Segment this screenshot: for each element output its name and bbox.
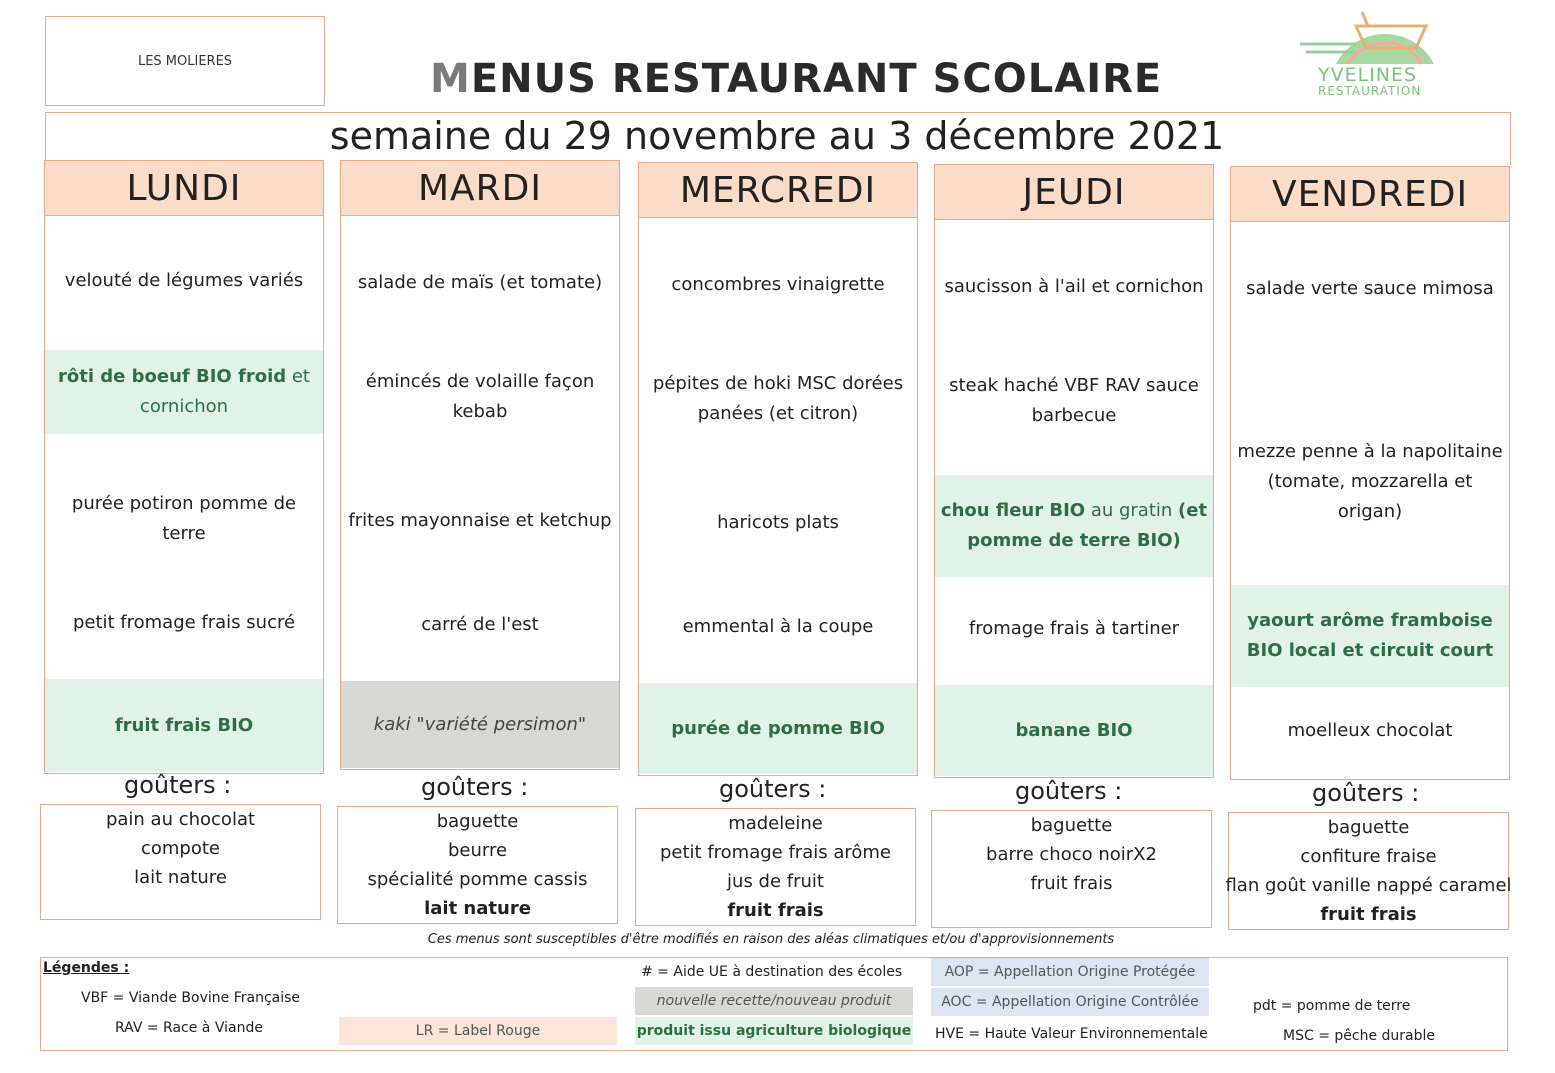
day-header-mardi: MARDI: [341, 161, 619, 216]
day-header-mercredi: MERCREDI: [639, 163, 917, 218]
menu-item-side: chou fleur BIO au gratin (et pomme de terre BIO): [935, 475, 1213, 577]
legend-msc: MSC = pêche durable: [1283, 1028, 1435, 1044]
gouter-item: fruit frais: [1320, 904, 1417, 925]
menu-item-main: steak haché VBF RAV sauce barbecue: [949, 375, 1199, 426]
gouter-item: compote: [140, 838, 220, 859]
menu-item-main: rôti de boeuf BIO froid et cornichon: [45, 350, 323, 434]
menu-item-main-bio-part: rôti de boeuf BIO froid: [58, 366, 287, 387]
gouter-item: confiture fraise: [1300, 846, 1437, 867]
menu-item-cheese: petit fromage frais sucré: [72, 612, 296, 633]
legend-new-recipe: nouvelle recette/nouveau produit: [635, 987, 913, 1015]
gouter-item: petit fromage frais arôme: [659, 842, 891, 863]
menu-item-side: purée potiron pomme de terre: [71, 493, 297, 544]
gouters-label-vendredi: goûters :: [1312, 779, 1420, 807]
gouters-box-jeudi: [931, 810, 1212, 928]
menu-item-starter: salade verte sauce mimosa: [1246, 278, 1494, 299]
legend-box: [40, 957, 1508, 1051]
menu-item-dessert: banane BIO: [935, 685, 1213, 776]
page-title: [430, 56, 1162, 102]
menu-item-side: frites mayonnaise et ketchup: [348, 510, 612, 531]
gouter-item: pain au chocolat: [105, 809, 256, 830]
school-name: LES MOLIERES: [137, 53, 233, 69]
menu-item-starter: salade de maïs (et tomate): [357, 272, 603, 293]
legend-rav: RAV = Race à Viande: [115, 1020, 263, 1036]
gouter-item: madeleine: [728, 813, 823, 834]
menu-item-starter: concombres vinaigrette: [671, 274, 885, 295]
legend-hve: HVE = Haute Valeur Environnementale: [935, 1026, 1208, 1042]
gouters-label-lundi: goûters :: [124, 771, 232, 799]
legend-aoc: AOC = Appellation Origine Contrôlée: [931, 988, 1209, 1016]
day-header-jeudi: JEUDI: [935, 165, 1213, 220]
day-column-mardi: [340, 160, 620, 770]
yvelines-restauration-logo: [1296, 4, 1446, 100]
legend-vbf: VBF = Viande Bovine Française: [81, 990, 301, 1006]
gouter-item: baguette: [436, 811, 519, 832]
gouter-item: flan goût vanille nappé caramel: [1225, 875, 1512, 896]
legend-title: Légendes :: [43, 960, 130, 976]
gouter-item: lait nature: [134, 867, 227, 888]
menu-item-side: haricots plats: [717, 512, 839, 533]
menu-item-main: pépites de hoki MSC dorées panées (et citron): [652, 373, 904, 424]
legend-bio: produit issu agriculture biologique: [635, 1017, 913, 1045]
disclaimer: Ces menus sont susceptibles d'être modifiés en raison des aléas climatiques et/ou d'approvisionnements: [427, 932, 1115, 947]
page-title-first-letter: M: [430, 56, 471, 102]
gouter-item: barre choco noirX2: [986, 844, 1157, 865]
gouters-box-mercredi: [635, 808, 916, 926]
week-heading: semaine du 29 novembre au 3 décembre 2021: [329, 114, 1225, 158]
page-title-rest: ENUS RESTAURANT SCOLAIRE: [470, 56, 1163, 102]
legend-pdt: pdt = pomme de terre: [1253, 998, 1411, 1014]
gouter-item: lait nature: [424, 898, 531, 919]
day-header-lundi: LUNDI: [45, 161, 323, 216]
gouters-label-mercredi: goûters :: [719, 775, 827, 803]
gouter-item: jus de fruit: [727, 871, 824, 892]
logo-text-yvelines: YVELINES: [1318, 64, 1418, 86]
menu-item-main: mezze penne à la napolitaine (tomate, mozzarella et origan): [1237, 441, 1503, 522]
logo-icon: [1296, 4, 1446, 68]
menu-item-cheese: fromage frais à tartiner: [968, 618, 1180, 639]
gouters-label-jeudi: goûters :: [1015, 777, 1123, 805]
legend-aop: AOP = Appellation Origine Protégée: [931, 958, 1209, 986]
menu-item-starter: saucisson à l'ail et cornichon: [944, 276, 1204, 297]
menu-item-main: émincés de volaille façon kebab: [365, 371, 595, 422]
legend-aide-ue: # = Aide UE à destination des écoles: [641, 964, 903, 980]
menu-item-cheese: emmental à la coupe: [682, 616, 874, 637]
gouter-item: fruit frais: [727, 900, 824, 921]
gouter-item: beurre: [447, 840, 508, 861]
day-column-lundi: [44, 160, 324, 774]
menu-item-cheese: carré de l'est: [421, 614, 539, 635]
gouter-item: spécialité pomme cassis: [367, 869, 588, 890]
menu-item-dessert: moelleux chocolat: [1287, 720, 1453, 741]
menu-item-dessert: purée de pomme BIO: [639, 683, 917, 774]
gouters-box-lundi: [40, 804, 321, 920]
day-column-mercredi: [638, 162, 918, 776]
gouters-label-mardi: goûters :: [421, 773, 529, 801]
day-header-vendredi: VENDREDI: [1231, 167, 1509, 222]
school-name-box: [45, 16, 325, 106]
menu-item-dessert-bio: yaourt arôme framboise BIO local et circuit court: [1231, 585, 1509, 687]
day-column-vendredi: [1230, 166, 1510, 780]
gouter-item: baguette: [1030, 815, 1113, 836]
gouters-box-mardi: [337, 806, 618, 924]
legend-label-rouge: LR = Label Rouge: [339, 1017, 617, 1045]
logo-text-restauration: RESTAURATION: [1318, 84, 1422, 98]
gouter-item: fruit frais: [1030, 873, 1113, 894]
day-column-jeudi: [934, 164, 1214, 778]
menu-item-starter: velouté de légumes variés: [64, 270, 304, 291]
menu-item-dessert: kaki "variété persimon": [341, 681, 619, 768]
gouter-item: baguette: [1327, 817, 1410, 838]
gouters-box-vendredi: [1225, 812, 1512, 930]
menu-item-dessert: fruit frais BIO: [45, 679, 323, 772]
